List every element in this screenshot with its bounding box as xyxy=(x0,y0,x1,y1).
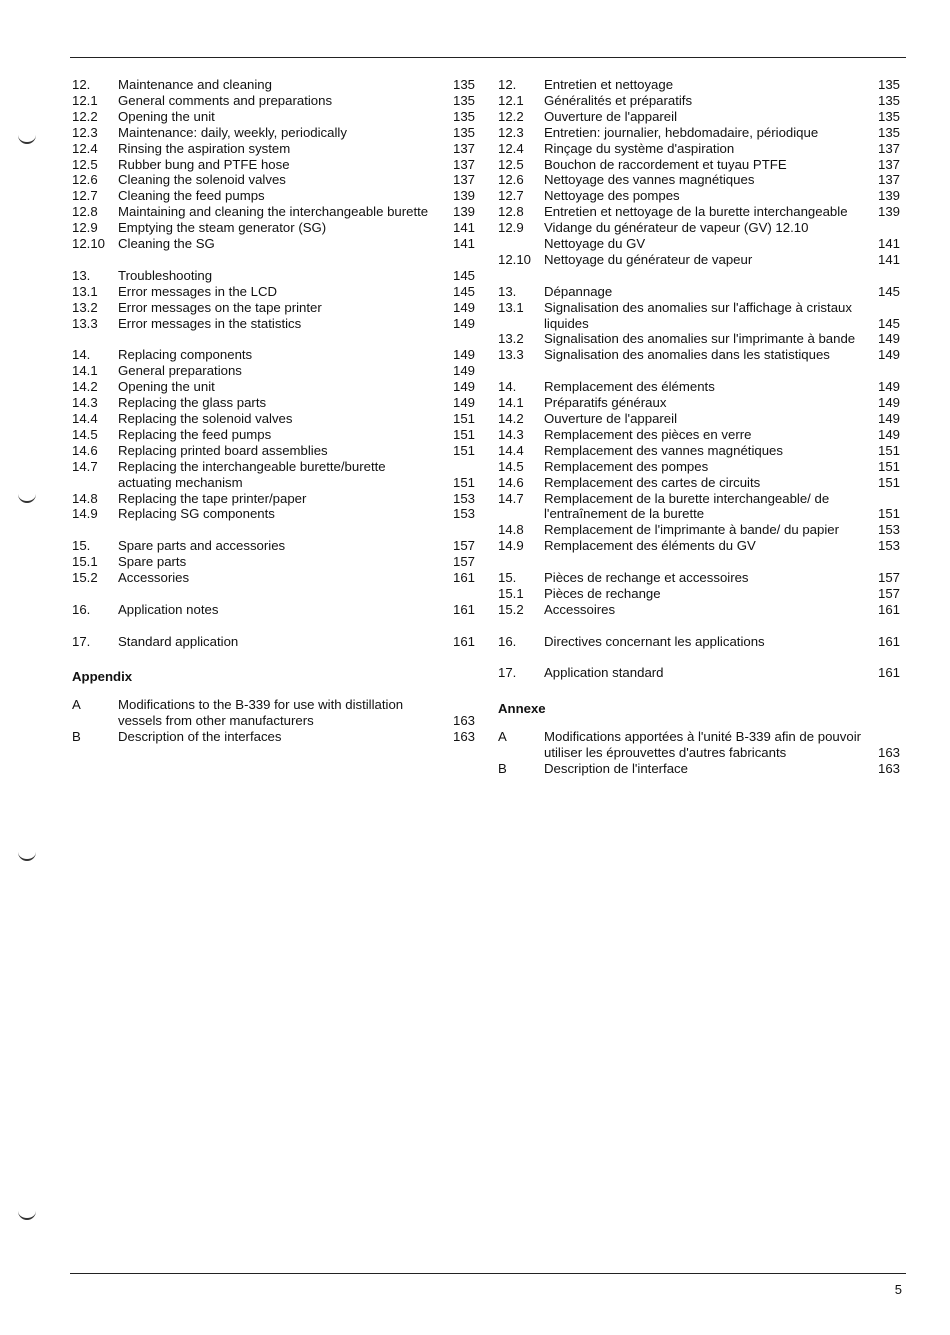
section-title: Signalisation des anomalies dans les statistiques xyxy=(544,347,830,363)
toc-entry xyxy=(498,586,902,602)
page-reference: 135 xyxy=(452,77,475,92)
section-number: 13.3 xyxy=(72,315,98,331)
section-number: A xyxy=(498,729,507,745)
toc-entry xyxy=(498,570,902,586)
toc-entry xyxy=(72,347,477,363)
page-reference: 161 xyxy=(877,601,900,617)
toc-column-french xyxy=(498,77,902,777)
section-title: Signalisation des anomalies sur l'affichage à cristaux liquides xyxy=(544,299,852,331)
section-number: 15.1 xyxy=(498,585,524,601)
toc-entry xyxy=(498,252,902,268)
section-spacer xyxy=(498,650,902,666)
section-title: Replacing SG components xyxy=(118,506,275,522)
toc-entry xyxy=(72,570,477,586)
section-number: 12.2 xyxy=(72,108,98,124)
page-reference: 139 xyxy=(877,204,900,220)
section-title: Opening the unit xyxy=(118,379,215,395)
toc-entry xyxy=(72,379,477,395)
page-reference: 141 xyxy=(877,251,900,267)
section-number: 13.3 xyxy=(498,347,524,363)
toc-entry xyxy=(498,347,902,363)
appendix-heading: Appendix xyxy=(72,669,133,685)
section-title: Replacing the tape printer/paper xyxy=(118,490,307,506)
section-number: 14.6 xyxy=(498,474,524,490)
page-reference: 135 xyxy=(877,108,900,124)
punch-hole-mark xyxy=(18,1210,36,1220)
section-spacer xyxy=(72,252,477,268)
toc-entry xyxy=(498,427,902,443)
toc-entry xyxy=(72,602,477,618)
section-number: 12.7 xyxy=(498,188,524,204)
page-reference: 135 xyxy=(452,92,475,108)
page-reference: 137 xyxy=(877,172,900,188)
toc-entry xyxy=(498,125,902,141)
toc-entry xyxy=(498,77,902,93)
section-title: Pièces de rechange et accessoires xyxy=(544,570,749,586)
toc-entry xyxy=(72,220,477,236)
punch-hole-mark xyxy=(18,851,36,861)
section-number: 14.2 xyxy=(498,411,524,426)
section-number: 12.6 xyxy=(498,172,524,188)
section-number: 14. xyxy=(498,379,517,395)
section-title: Application notes xyxy=(118,601,219,617)
section-spacer xyxy=(72,650,477,666)
page-reference: 149 xyxy=(877,411,900,426)
section-number: 17. xyxy=(498,665,517,681)
toc-entry xyxy=(498,93,902,109)
section-number: 12.9 xyxy=(72,220,98,236)
page-reference: 157 xyxy=(877,570,900,586)
section-title: Cleaning the solenoid valves xyxy=(118,172,286,188)
toc-entry xyxy=(72,93,477,109)
section-number: 12.2 xyxy=(498,108,524,124)
section-number: 12.3 xyxy=(72,124,98,140)
toc-entry xyxy=(72,506,477,522)
section-number: 12.10 xyxy=(72,236,106,252)
page-reference: 137 xyxy=(452,156,475,172)
section-title: Nettoyage des pompes xyxy=(544,188,680,204)
section-title: General preparations xyxy=(118,363,242,379)
section-number: 14.3 xyxy=(498,426,524,442)
section-title: Remplacement des éléments du GV xyxy=(544,538,756,554)
section-title: Bouchon de raccordement et tuyau PTFE xyxy=(544,156,787,172)
toc-entry xyxy=(72,204,477,220)
toc-entry xyxy=(498,141,902,157)
page-reference: 141 xyxy=(877,236,900,252)
toc-column-english xyxy=(72,77,477,745)
toc-entry xyxy=(72,395,477,411)
page-reference: 149 xyxy=(452,379,475,395)
section-number: 13.1 xyxy=(498,299,524,315)
section-number: 13. xyxy=(72,267,91,283)
page-reference: 145 xyxy=(877,315,900,331)
page-reference: 151 xyxy=(877,474,900,490)
toc-entry xyxy=(72,538,477,554)
page-reference: 151 xyxy=(452,474,475,490)
page-reference: 151 xyxy=(877,506,900,522)
section-title: Pièces de rechange xyxy=(544,585,661,601)
section-number: 12. xyxy=(72,77,91,92)
section-title: Replacing printed board assemblies xyxy=(118,442,328,458)
toc-entry xyxy=(498,157,902,173)
section-title: General comments and preparations xyxy=(118,92,333,108)
section-title: Entretien et nettoyage de la burette interchangeable xyxy=(544,204,848,220)
section-title: Replacing the interchangeable burette/burette actuating mechanism xyxy=(118,458,386,490)
section-title: Rinsing the aspiration system xyxy=(118,140,291,156)
page-reference: 153 xyxy=(452,490,475,506)
section-title: Ouverture de l'appareil xyxy=(544,108,678,124)
section-number: 15.1 xyxy=(72,554,98,570)
section-number: 14.1 xyxy=(498,395,524,411)
section-spacer xyxy=(72,586,477,602)
appendix-heading: Annexe xyxy=(498,701,546,717)
toc-entry xyxy=(498,491,902,523)
section-title: Directives concernant les applications xyxy=(544,633,765,649)
section-title: Emptying the steam generator (SG) xyxy=(118,220,327,236)
section-title: Rubber bung and PTFE hose xyxy=(118,156,290,172)
page-reference: 145 xyxy=(877,283,900,299)
page-reference: 161 xyxy=(877,633,900,649)
section-title: Remplacement de la burette interchangeable/ de l'entraînement de la burette xyxy=(544,490,830,522)
section-title: Signalisation des anomalies sur l'imprimante à bande xyxy=(544,331,856,347)
page-reference: 161 xyxy=(452,601,475,617)
section-number: B xyxy=(498,760,507,776)
page-reference: 141 xyxy=(452,220,475,236)
section-title: Remplacement des vannes magnétiques xyxy=(544,442,783,458)
section-title: Remplacement des cartes de circuits xyxy=(544,474,761,490)
page-reference: 137 xyxy=(452,140,475,156)
toc-entry xyxy=(498,331,902,347)
toc-entry xyxy=(72,554,477,570)
page-reference: 149 xyxy=(452,315,475,331)
section-title: Opening the unit xyxy=(118,108,215,124)
section-number: 14.5 xyxy=(72,426,98,442)
page-reference: 135 xyxy=(452,108,475,124)
punch-hole-mark xyxy=(18,134,36,144)
section-title: Maintaining and cleaning the interchangeable burette xyxy=(118,204,429,220)
section-title: Replacing the feed pumps xyxy=(118,426,272,442)
section-number: 14.9 xyxy=(72,506,98,522)
section-title: Spare parts and accessories xyxy=(118,538,286,554)
section-spacer xyxy=(72,618,477,634)
section-spacer xyxy=(498,268,902,284)
page-reference: 151 xyxy=(452,426,475,442)
toc-entry xyxy=(72,491,477,507)
section-title: Nettoyage des vannes magnétiques xyxy=(544,172,755,188)
section-title: Standard application xyxy=(118,633,239,649)
page-reference: 157 xyxy=(452,554,475,570)
toc-entry xyxy=(72,443,477,459)
toc-entry xyxy=(72,459,477,491)
punch-hole-mark xyxy=(18,493,36,503)
page-reference: 151 xyxy=(877,458,900,474)
section-number: 13.1 xyxy=(72,283,98,299)
page-reference: 137 xyxy=(452,172,475,188)
section-number: 15. xyxy=(72,538,91,554)
toc-entry xyxy=(498,379,902,395)
section-number: 12.7 xyxy=(72,188,98,204)
toc-entry xyxy=(498,109,902,125)
section-number: 14.8 xyxy=(498,522,524,538)
toc-entry xyxy=(72,729,477,745)
toc-entry xyxy=(72,125,477,141)
toc-entry xyxy=(498,538,902,554)
page-reference: 135 xyxy=(877,124,900,140)
section-number: 15. xyxy=(498,570,517,586)
page-reference: 161 xyxy=(877,665,900,681)
section-number: 14. xyxy=(72,347,91,363)
section-title: Ouverture de l'appareil xyxy=(544,411,678,426)
section-number: 14.7 xyxy=(72,458,98,474)
toc-entry xyxy=(498,172,902,188)
section-spacer xyxy=(498,681,902,697)
toc-entry xyxy=(72,427,477,443)
toc-entry xyxy=(72,634,477,650)
section-spacer xyxy=(72,522,477,538)
section-title: Entretien: journalier, hebdomadaire, périodique xyxy=(544,124,819,140)
section-number: 14.4 xyxy=(498,442,524,458)
section-title: Nettoyage du générateur de vapeur xyxy=(544,251,753,267)
section-title: Accessoires xyxy=(544,601,616,617)
section-number: 12. xyxy=(498,77,517,92)
section-title: Cleaning the feed pumps xyxy=(118,188,265,204)
section-number: 15.2 xyxy=(72,570,98,586)
toc-entry xyxy=(72,697,477,729)
section-number: 14.6 xyxy=(72,442,98,458)
page-reference: 157 xyxy=(452,538,475,554)
section-number: 14.1 xyxy=(72,363,98,379)
toc-entry xyxy=(498,284,902,300)
section-title: Application standard xyxy=(544,665,664,681)
page-reference: 145 xyxy=(452,267,475,283)
page-reference: 149 xyxy=(877,347,900,363)
section-number: 13. xyxy=(498,283,517,299)
section-number: 14.3 xyxy=(72,395,98,411)
section-title: Maintenance and cleaning xyxy=(118,77,272,92)
section-number: 12.5 xyxy=(72,156,98,172)
section-title: Dépannage xyxy=(544,283,613,299)
section-title: Modifications to the B-339 for use with distillation vessels from other manufacturers xyxy=(118,697,404,729)
page-reference: 149 xyxy=(877,426,900,442)
section-number: 14.5 xyxy=(498,458,524,474)
section-spacer xyxy=(72,331,477,347)
toc-entry xyxy=(498,602,902,618)
section-title: Remplacement de l'imprimante à bande/ du papier xyxy=(544,522,840,538)
page-reference: 149 xyxy=(877,331,900,347)
section-title: Replacing the glass parts xyxy=(118,395,267,411)
toc-entry xyxy=(498,204,902,220)
section-title: Remplacement des pièces en verre xyxy=(544,426,752,442)
page-reference: 149 xyxy=(452,363,475,379)
toc-entry xyxy=(72,77,477,93)
toc-entry xyxy=(72,316,477,332)
section-number: 12.9 xyxy=(498,220,524,236)
section-title: Cleaning the SG xyxy=(118,236,215,252)
toc-entry xyxy=(498,665,902,681)
section-spacer xyxy=(498,618,902,634)
toc-entry xyxy=(72,284,477,300)
toc-entry xyxy=(498,443,902,459)
section-title: Description of the interfaces xyxy=(118,729,282,745)
page-reference: 161 xyxy=(452,570,475,586)
page-reference: 139 xyxy=(452,204,475,220)
page-reference: 149 xyxy=(877,379,900,395)
page-reference: 149 xyxy=(452,347,475,363)
page-reference: 161 xyxy=(452,633,475,649)
section-number: 12.1 xyxy=(72,92,98,108)
section-number: 12.10 xyxy=(498,251,532,267)
section-title: Préparatifs généraux xyxy=(544,395,667,411)
section-number: 12.3 xyxy=(498,124,524,140)
page-reference: 135 xyxy=(452,124,475,140)
section-title: Entretien et nettoyage xyxy=(544,77,674,92)
toc-entry xyxy=(498,411,902,427)
toc-entry xyxy=(498,634,902,650)
toc-entry xyxy=(498,459,902,475)
section-number: 15.2 xyxy=(498,601,524,617)
section-spacer xyxy=(498,554,902,570)
page-reference: 149 xyxy=(877,395,900,411)
section-title: Remplacement des pompes xyxy=(544,458,709,474)
page-reference: 139 xyxy=(877,188,900,204)
page-reference: 135 xyxy=(877,92,900,108)
section-number: 12.4 xyxy=(498,140,524,156)
bottom-rule xyxy=(70,1273,906,1274)
section-title: Modifications apportées à l'unité B-339 afin de pouvoir utiliser les éprouvettes d'autres fabricants xyxy=(544,729,862,761)
section-title: Troubleshooting xyxy=(118,267,213,283)
page-reference: 141 xyxy=(452,236,475,252)
section-title: Maintenance: daily, weekly, periodically xyxy=(118,124,347,140)
section-title: Description de l'interface xyxy=(544,760,688,776)
section-number: 13.2 xyxy=(498,331,524,347)
section-title: Error messages in the LCD xyxy=(118,283,278,299)
section-number: 17. xyxy=(72,633,91,649)
page-number: 5 xyxy=(894,1282,902,1297)
section-number: 12.8 xyxy=(72,204,98,220)
page-reference: 153 xyxy=(452,506,475,522)
toc-entry xyxy=(498,220,902,252)
section-title: Error messages in the statistics xyxy=(118,315,302,331)
page-reference: 163 xyxy=(452,713,475,729)
section-number: B xyxy=(72,729,81,745)
section-title: Vidange du générateur de vapeur (GV) 12.10 Nettoyage du GV xyxy=(544,220,809,252)
section-number: 14.4 xyxy=(72,411,98,426)
section-number: 14.8 xyxy=(72,490,98,506)
toc-entry xyxy=(498,761,902,777)
section-number: 16. xyxy=(72,601,91,617)
page-reference: 151 xyxy=(452,442,475,458)
toc-entry xyxy=(498,188,902,204)
section-number: 12.5 xyxy=(498,156,524,172)
section-title: Rinçage du système d'aspiration xyxy=(544,140,735,156)
toc-entry xyxy=(72,300,477,316)
section-number: 12.1 xyxy=(498,92,524,108)
section-number: A xyxy=(72,697,81,713)
toc-entry xyxy=(498,522,902,538)
page-reference: 135 xyxy=(877,77,900,92)
toc-entry xyxy=(72,141,477,157)
toc-entry xyxy=(498,729,902,761)
section-number: 13.2 xyxy=(72,299,98,315)
page-reference: 163 xyxy=(877,760,900,776)
page-reference: 149 xyxy=(452,299,475,315)
page-reference: 151 xyxy=(877,442,900,458)
toc-entry xyxy=(72,411,477,427)
page-reference: 145 xyxy=(452,283,475,299)
page-reference: 137 xyxy=(877,156,900,172)
page-reference: 151 xyxy=(452,411,475,426)
page-reference: 153 xyxy=(877,522,900,538)
page-reference: 157 xyxy=(877,585,900,601)
section-title: Error messages on the tape printer xyxy=(118,299,322,315)
section-title: Généralités et préparatifs xyxy=(544,92,693,108)
toc-entry xyxy=(72,188,477,204)
section-title: Spare parts xyxy=(118,554,187,570)
page-reference: 149 xyxy=(452,395,475,411)
toc-entry xyxy=(72,236,477,252)
toc-entry xyxy=(72,172,477,188)
section-title: Replacing the solenoid valves xyxy=(118,411,293,426)
section-title: Accessories xyxy=(118,570,190,586)
toc-entry xyxy=(72,363,477,379)
section-title: Replacing components xyxy=(118,347,253,363)
toc-entry xyxy=(498,300,902,332)
toc-entry xyxy=(72,157,477,173)
page-reference: 163 xyxy=(452,729,475,745)
toc-entry xyxy=(498,395,902,411)
toc-entry xyxy=(498,475,902,491)
top-rule xyxy=(70,57,906,58)
toc-entry xyxy=(72,109,477,125)
section-number: 14.7 xyxy=(498,490,524,506)
page-reference: 137 xyxy=(877,140,900,156)
section-number: 16. xyxy=(498,633,517,649)
section-title: Remplacement des éléments xyxy=(544,379,715,395)
page-reference: 153 xyxy=(877,538,900,554)
toc-entry xyxy=(72,268,477,284)
section-number: 14.2 xyxy=(72,379,98,395)
section-number: 12.6 xyxy=(72,172,98,188)
page-reference: 139 xyxy=(452,188,475,204)
section-number: 12.4 xyxy=(72,140,98,156)
section-spacer xyxy=(498,363,902,379)
section-number: 14.9 xyxy=(498,538,524,554)
section-number: 12.8 xyxy=(498,204,524,220)
page-reference: 163 xyxy=(877,745,900,761)
